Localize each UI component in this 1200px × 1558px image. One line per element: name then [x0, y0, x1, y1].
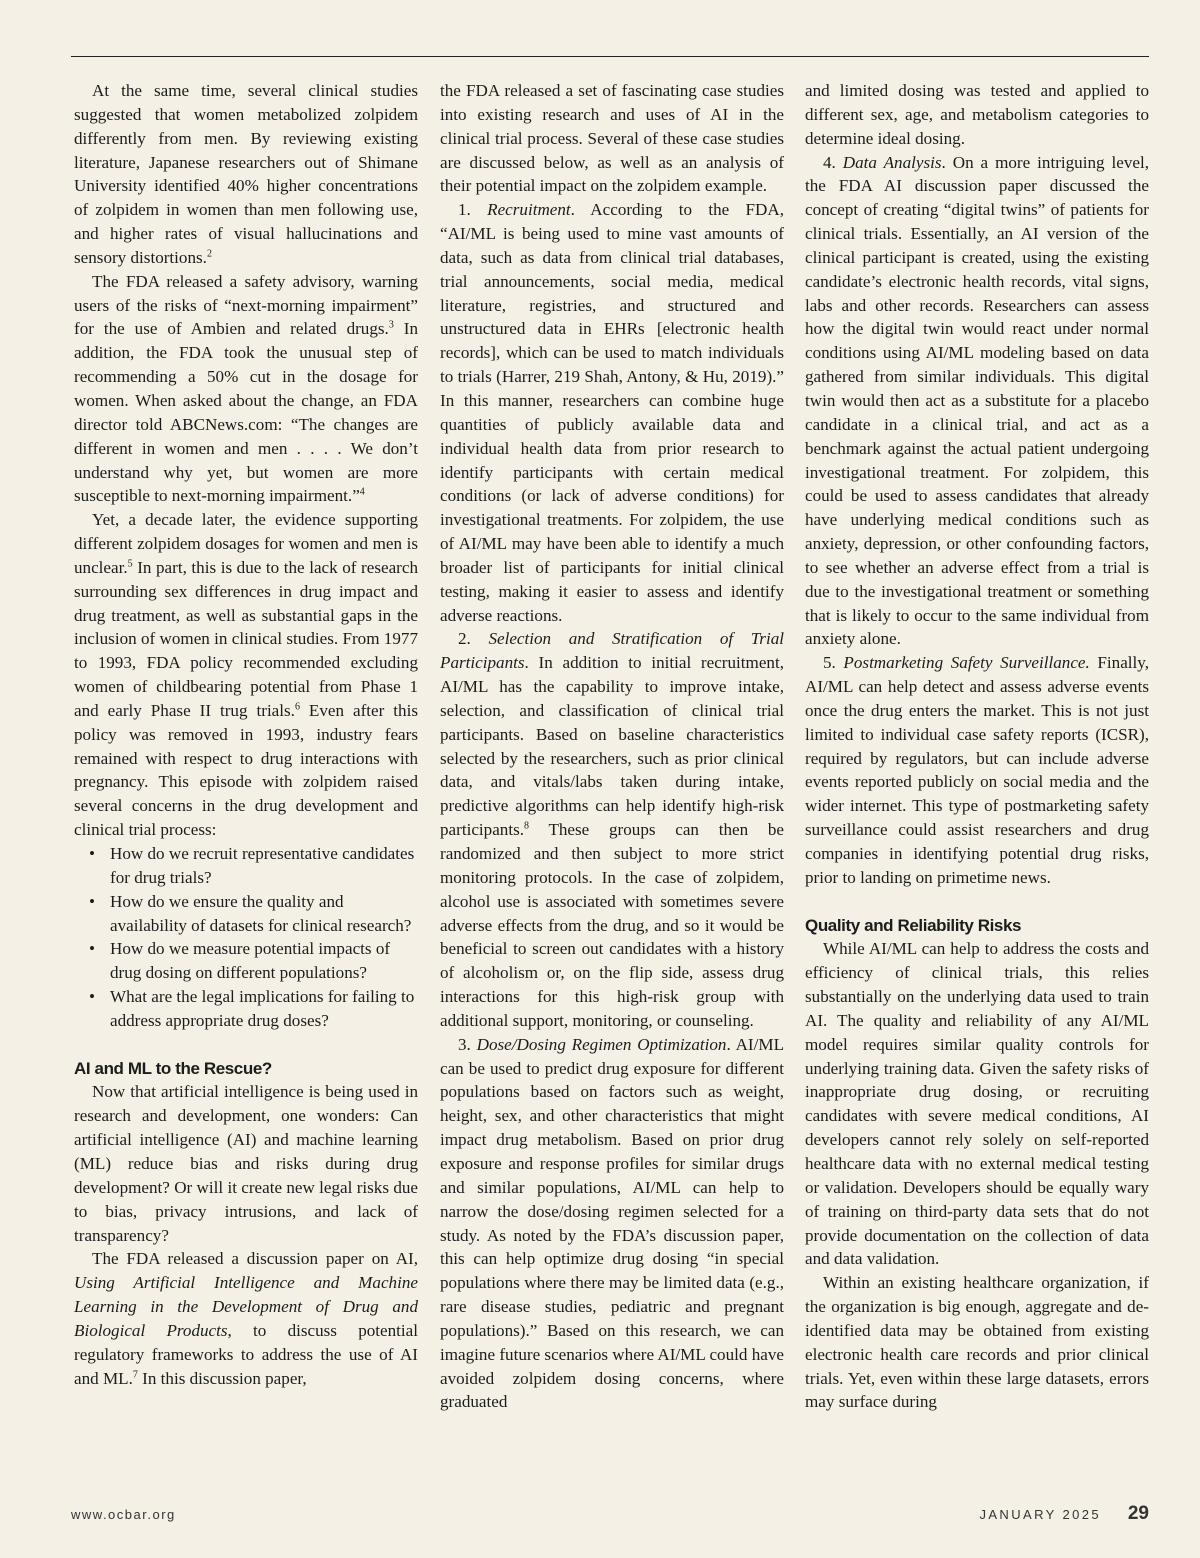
- item-title: Selection and Stratification of Trial Participants: [440, 629, 784, 673]
- list-item: • What are the legal implications for failing to address appropriate drug doses?: [89, 987, 415, 1030]
- paragraph: The FDA released a discussion paper on AI, Using Artificial Intelligence and Machine Learning in the Development of Drug and Biological Products, to discuss potential regulatory frameworks to address the use of AI and ML.$^7$ In this discussion paper,: [74, 1249, 419, 1388]
- footnote-ref: 7: [132, 1368, 138, 1380]
- bullet-icon: •: [89, 939, 95, 959]
- page-footer: [71, 1505, 1149, 1525]
- section-heading: Quality and Reliability Risks: [805, 915, 1022, 935]
- numbered-item: 4. Data Analysis. On a more intriguing level, the FDA AI discussion paper discussed the concept of creating “digital twins” of patients for clinical trials. Essentially, an AI version of the clinical participant is created, using the existing candidate’s electronic health records, vital signs, labs and other records. Researchers can assess how the digital twin would react under normal conditions using AI/ML modeling based on data gathered from similar individuals. This digital twin would then act as a substitute for a placebo candidate in a clinical trial, and act as a benchmark against the actual patient undergoing investigational treatment. For zolpidem, this could be used to assess candidates that already have underlying medical conditions such as anxiety, depression, or other confounding factors, to see whether an adverse effect from a trial is due to the investigational treatment or something that is likely to occur to the same individual from anxiety alone.: [805, 152, 1149, 649]
- footer-date: JANUARY 2025: [979, 1507, 1101, 1522]
- footnote-ref: 3: [388, 319, 394, 331]
- item-title: Recruitment: [487, 200, 571, 220]
- numbered-item: 5. Postmarketing Safety Surveillance. Finally, AI/ML can help detect and assess adverse events once the drug enters the market. This is not just limited to individual case safety reports (ICSR), required by regulators, but can include adverse events reported publicly on social media and the wider internet. This type of postmarketing safety surveillance could assist researchers and drug companies in identifying potential drug risks, prior to landing on primetime news.: [805, 653, 1149, 887]
- page-number: 29: [1127, 1503, 1149, 1524]
- item-title: Dose/Dosing Regimen Optimization: [476, 1034, 727, 1054]
- list-item: • How do we measure potential impacts of drug dosing on different populations?: [89, 939, 391, 983]
- footnote-ref: 6: [294, 701, 300, 713]
- section-heading: AI and ML to the Rescue?: [74, 1058, 272, 1078]
- numbered-item: 2. Selection and Stratification of Trial Participants. In addition to initial recruitment, AI/ML has the capability to improve intake, selection, and classification of clinical trial participants. Based on baseline characteristics selected by the researchers, such as prior clinical data, and vitals/labs taken during intake, predictive algorithms can help identify high-risk participants.$^8$ These groups can then be randomized and then subject to more strict monitoring protocols. In the case of zolpidem, alcohol use is associated with sometimes severe adverse effects from the drug, and so it would be beneficial to screen out candidates with a history of alcoholism or, on the flip side, assess drug interactions for this high-risk group with additional support, monitoring, or counseling.: [440, 629, 784, 1030]
- paragraph: and limited dosing was tested and applied to different sex, age, and metabolism categories to determine ideal dosing.: [805, 81, 1149, 148]
- bullet-icon: •: [89, 844, 95, 863]
- item-title: Postmarketing Safety Surveillance.: [843, 653, 1090, 673]
- paragraph: While AI/ML can help to address the costs and efficiency of clinical trials, this relies substantially on the underlying data used to train AI. The quality and reliability of any AI/ML model requires similar quality controls for underlying training data. Given the safety risks of inappropriate drug dosing, or recruiting candidates with severe medical conditions, AI developers cannot rely solely on self-reported healthcare data with no external medical testing or validation. Developers should be equally wary of training on third-party data sets that do not provide documentation on the collection of data and data validation.: [805, 939, 1149, 1269]
- concerns-list: [74, 842, 418, 1033]
- bullet-icon: •: [89, 987, 95, 1007]
- footnote-ref: 4: [359, 486, 365, 498]
- paragraph: The FDA released a safety advisory, warning users of the risks of “next-morning impairment” for the use of Ambien and related drugs.$^3$ In addition, the FDA took the unusual step of recommending a 50% cut in the dosage for women. When asked about the change, an FDA director told ABCNews.com: “The changes are different in women and men . . . . We don’t understand why yet, but women are more susceptible to next-morning impairment.”$^4$: [74, 271, 419, 506]
- footnote-ref: 2: [206, 248, 212, 260]
- column-3: [805, 79, 1149, 1414]
- numbered-item: 3. Dose/Dosing Regimen Optimization. AI/ML can be used to predict drug exposure for different populations based on factors such as weight, height, sex, and other characteristics that might impact drug metabolism. Based on prior drug exposure and response profiles for similar drugs and similar populations, AI/ML can help to narrow the dose/dosing regimen selected for a study. As noted by the FDA’s discussion paper, this can help optimize drug dosing “in special populations where there may be limited data (e.g., rare disease studies, pediatric and pregnant populations).” Based on this research, we can imagine future scenarios where AI/ML could have avoided zolpidem dosing concerns, where graduated: [440, 1034, 785, 1412]
- list-item: • How do we ensure the quality and availability of datasets for clinical research?: [89, 891, 412, 935]
- column-1: [74, 79, 418, 1390]
- paragraph: Within an existing healthcare organization, if the organization is big enough, aggregate and de-identified data may be obtained from existing electronic health care records and prior clinical trials. Yet, even within these large datasets, errors may surface during: [805, 1273, 1149, 1412]
- paragraph: At the same time, several clinical studies suggested that women metabolized zolpidem differently from men. By reviewing existing literature, Japanese researchers out of Shimane University identified 40% higher concentrations of zolpidem in women than men following use, and higher rates of visual hallucinations and sensory distortions.$^2$: [74, 81, 418, 267]
- paragraph: the FDA released a set of fascinating case studies into existing research and uses of AI in the clinical trial process. Several of these case studies are discussed below, as well as an analysis of their potential impact on the zolpidem example.: [440, 81, 784, 196]
- header-rule: [71, 56, 1149, 57]
- paragraph: Now that artificial intelligence is being used in research and development, one wonders: Can artificial intelligence (AI) and machine learning (ML) reduce bias and risks during drug development? Or will it create new legal risks due to bias, privacy intrusions, and lack of transparency?: [74, 1082, 418, 1245]
- numbered-item: 1. Recruitment. According to the FDA, “AI/ML is being used to mine vast amounts of data, such as data from clinical trial databases, trial announcements, social media, medical literature, registries, and structured and unstructured data in EHRs [electronic health records], which can be used to match individuals to trials (Harrer, 219 Shah, Antony, & Hu, 2019).” In this manner, researchers can combine huge quantities of publicly available data and individual health data from prior research to identify participants with certain medical conditions (or lack of adverse conditions) for investigational treatments. For zolpidem, the use of AI/ML may have been able to identify a much broader list of participants for initial clinical testing, making it easier to assess and identify adverse reactions.: [440, 200, 784, 625]
- footnote-ref: 5: [127, 558, 133, 570]
- list-item: • How do we recruit representative candidates for drug trials?: [89, 844, 415, 887]
- footnote-ref: 8: [524, 820, 530, 832]
- footer-website[interactable]: www.ocbar.org: [71, 1507, 176, 1522]
- column-2: [440, 79, 784, 1414]
- paper-title: Using Artificial Intelligence and Machine Learning in the Development of Drug and Biological Products: [74, 1273, 418, 1340]
- item-title: Data Analysis: [842, 152, 942, 172]
- paragraph: Yet, a decade later, the evidence supporting different zolpidem dosages for women and men is unclear.$^5$ In part, this is due to the lack of research surrounding sex differences in drug impact and drug treatment, as well as substantial gaps in the inclusion of women in clinical studies. From 1977 to 1993, FDA policy recommended excluding women of childbearing potential from Phase 1 and early Phase II trug trials.$^6$ Even after this policy was removed in 1993, industry fears remained with respect to drug interactions with pregnancy. This episode with zolpidem raised several concerns in the drug development and clinical trial process:: [74, 510, 418, 840]
- bullet-icon: •: [89, 891, 95, 911]
